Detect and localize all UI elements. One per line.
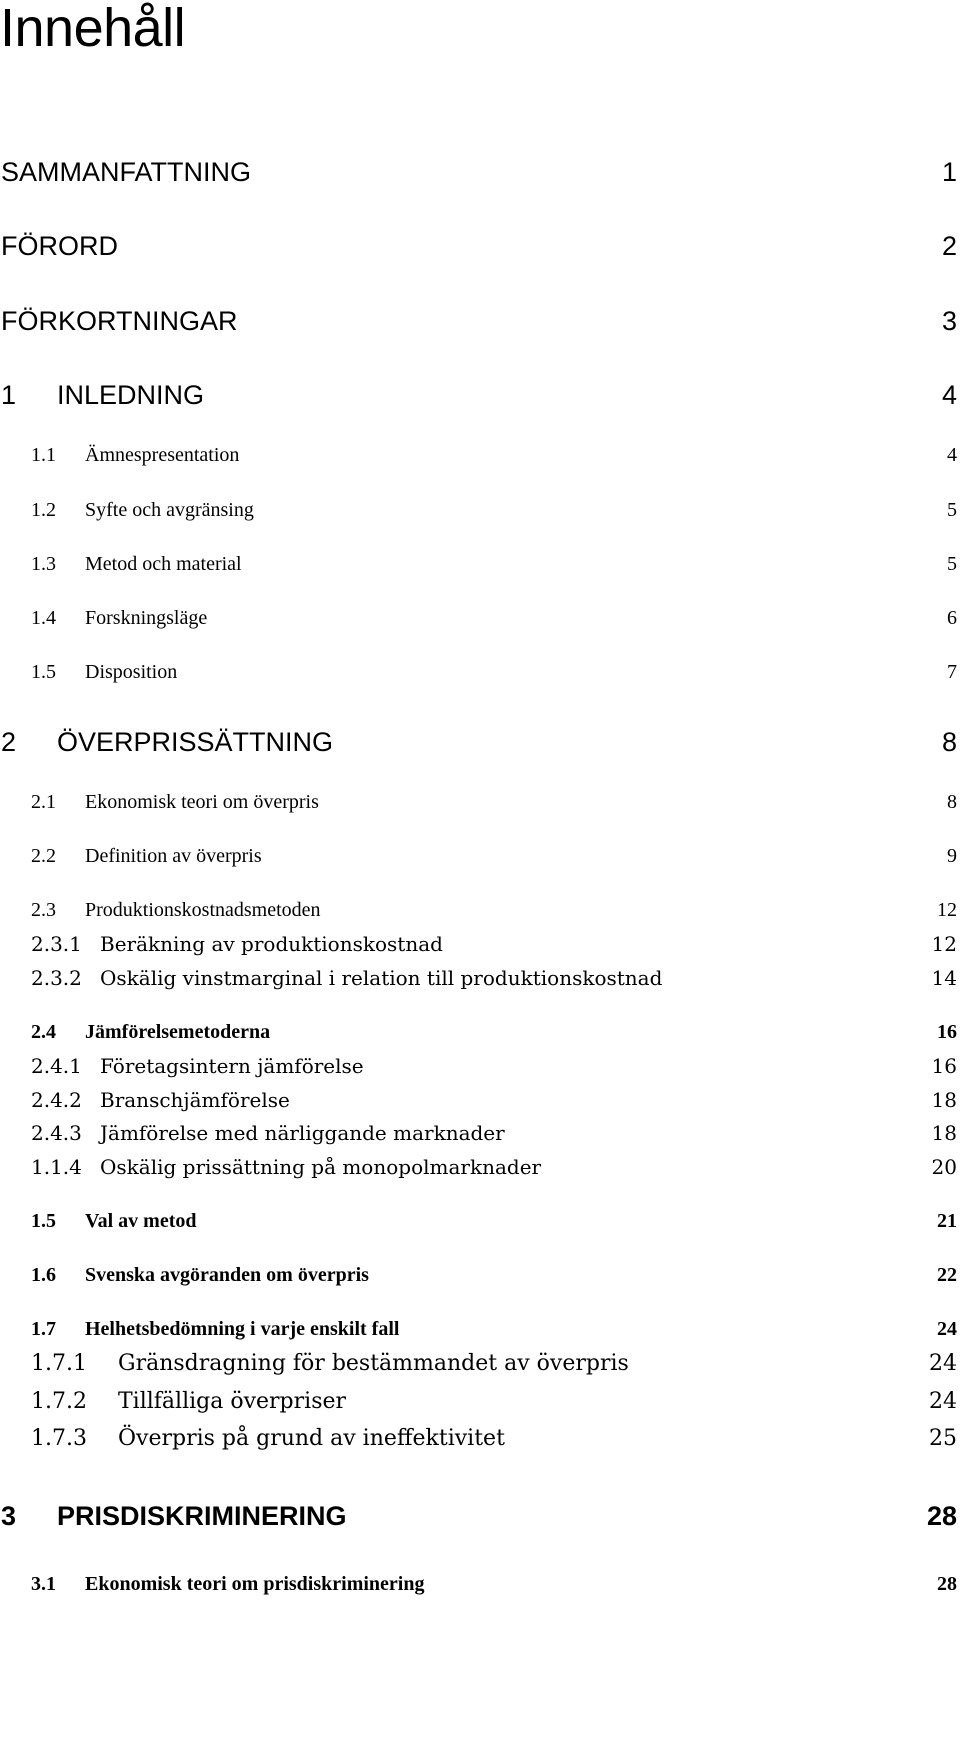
toc-entry-section-2-3[interactable] bbox=[0, 895, 960, 925]
toc-entry-label: Beräkning av produktionskostnad bbox=[100, 932, 443, 956]
toc-entry-number: 2.4.1 bbox=[31, 1054, 82, 1078]
toc-entry-chapter-1[interactable] bbox=[0, 375, 960, 415]
toc-entry-section-1-1[interactable] bbox=[0, 440, 960, 470]
toc-entry-number: 1.1 bbox=[31, 444, 56, 466]
toc-entry-number: 2.3.1 bbox=[31, 932, 82, 956]
toc-entry-chapter-2[interactable] bbox=[0, 722, 960, 762]
toc-entry-label: SAMMANFATTNING bbox=[1, 157, 252, 187]
toc-entry-page: 14 bbox=[931, 966, 957, 990]
toc-entry-page: 22 bbox=[937, 1264, 957, 1286]
toc-entry-page: 21 bbox=[937, 1210, 957, 1232]
toc-entry-page: 24 bbox=[929, 1389, 957, 1414]
toc-entry-label: Tillfälliga överpriser bbox=[118, 1389, 347, 1414]
toc-entry-forord[interactable] bbox=[0, 226, 960, 266]
toc-entry-number: 1.7.1 bbox=[31, 1351, 87, 1376]
toc-entry-number: 2.4.3 bbox=[31, 1121, 82, 1145]
toc-entry-subsection-1-7-3[interactable] bbox=[0, 1424, 960, 1454]
toc-entry-page: 16 bbox=[931, 1054, 957, 1078]
toc-entry-number: 1.7.3 bbox=[31, 1426, 87, 1451]
toc-entry-number: 1.3 bbox=[31, 553, 56, 575]
toc-entry-number: 2 bbox=[1, 727, 17, 757]
toc-entry-page: 5 bbox=[947, 553, 957, 575]
toc-entry-number: 3.1 bbox=[31, 1573, 56, 1595]
toc-entry-page: 4 bbox=[947, 444, 957, 466]
toc-entry-section-2-1[interactable] bbox=[0, 787, 960, 817]
toc-entry-page: 3 bbox=[941, 306, 957, 336]
toc-entry-number: 2.4 bbox=[31, 1021, 56, 1043]
toc-entry-section-3-1[interactable] bbox=[0, 1569, 960, 1599]
toc-entry-label: Ekonomisk teori om prisdiskriminering bbox=[85, 1573, 425, 1595]
toc-entry-subsection-2-4-3[interactable] bbox=[0, 1118, 960, 1148]
toc-entry-page: 8 bbox=[941, 727, 957, 757]
toc-entry-section-1-3[interactable] bbox=[0, 549, 960, 579]
toc-entry-number: 2.2 bbox=[31, 845, 56, 867]
toc-entry-number: 1.6 bbox=[31, 1264, 56, 1286]
toc-entry-label: Ämnespresentation bbox=[85, 444, 240, 466]
toc-entry-page: 28 bbox=[937, 1573, 957, 1595]
toc-entry-number: 1.5 bbox=[31, 1210, 56, 1232]
toc-entry-subsection-2-3-1[interactable] bbox=[0, 929, 960, 959]
toc-entry-label: Ekonomisk teori om överpris bbox=[85, 791, 319, 813]
toc-entry-label: Jämförelsemetoderna bbox=[85, 1021, 271, 1043]
toc-entry-label: Överpris på grund av ineffektivitet bbox=[118, 1426, 505, 1451]
toc-entry-number: 1.1.4 bbox=[31, 1155, 82, 1179]
toc-entry-subsection-1-7-1[interactable] bbox=[0, 1349, 960, 1379]
toc-entry-page: 12 bbox=[937, 899, 957, 921]
toc-entry-section-1-7[interactable] bbox=[0, 1314, 960, 1344]
toc-entry-section-2-2[interactable] bbox=[0, 841, 960, 871]
toc-entry-label: Produktionskostnadsmetoden bbox=[85, 899, 321, 921]
toc-entry-label: Forskningsläge bbox=[85, 607, 208, 629]
toc-entry-page: 6 bbox=[947, 607, 957, 629]
toc-entry-page: 24 bbox=[937, 1318, 957, 1340]
toc-entry-page: 18 bbox=[931, 1121, 957, 1145]
toc-entry-label: Branschjämförelse bbox=[100, 1088, 290, 1112]
toc-entry-number: 1.7.2 bbox=[31, 1389, 87, 1414]
toc-entry-number: 2.3 bbox=[31, 899, 56, 921]
toc-entry-section-1-5[interactable] bbox=[0, 657, 960, 687]
toc-entry-number: 3 bbox=[1, 1501, 17, 1531]
toc-entry-section-1-6[interactable] bbox=[0, 1260, 960, 1290]
toc-entry-number: 2.1 bbox=[31, 791, 56, 813]
toc-entry-label: FÖRORD bbox=[1, 231, 118, 261]
toc-entry-label: INLEDNING bbox=[57, 380, 205, 410]
toc-entry-label: ÖVERPRISSÄTTNING bbox=[57, 727, 334, 757]
toc-entry-subsection-1-7-2[interactable] bbox=[0, 1387, 960, 1417]
toc-entry-forkortningar[interactable] bbox=[0, 301, 960, 341]
toc-entry-number: 1.4 bbox=[31, 607, 56, 629]
toc-entry-subsection-2-4-1[interactable] bbox=[0, 1051, 960, 1081]
toc-entry-label: Syfte och avgränsing bbox=[85, 499, 254, 521]
toc-entry-subsection-2-4-2[interactable] bbox=[0, 1085, 960, 1115]
toc-entry-page: 2 bbox=[941, 231, 957, 261]
toc-entry-section-1-4[interactable] bbox=[0, 603, 960, 633]
toc-entry-number: 1 bbox=[1, 380, 17, 410]
toc-entry-label: PRISDISKRIMINERING bbox=[57, 1501, 347, 1531]
toc-entry-label: Oskälig vinstmarginal i relation till produktionskostnad bbox=[100, 966, 663, 990]
toc-entry-page: 5 bbox=[947, 499, 957, 521]
toc-entry-label: Oskälig prissättning på monopolmarknader bbox=[100, 1155, 542, 1179]
toc-entry-label: Disposition bbox=[85, 661, 178, 683]
toc-entry-page: 1 bbox=[941, 157, 957, 187]
toc-entry-number: 1.2 bbox=[31, 499, 56, 521]
toc-entry-number: 2.4.2 bbox=[31, 1088, 82, 1112]
toc-entry-page: 12 bbox=[931, 932, 957, 956]
toc-entry-page: 25 bbox=[929, 1426, 957, 1451]
toc-entry-label: Helhetsbedömning i varje enskilt fall bbox=[85, 1318, 400, 1340]
toc-entry-label: Val av metod bbox=[85, 1210, 197, 1232]
toc-entry-label: Företagsintern jämförelse bbox=[100, 1054, 364, 1078]
toc-entry-page: 24 bbox=[929, 1351, 957, 1376]
toc-entry-label: Definition av överpris bbox=[85, 845, 262, 867]
toc-entry-label: Jämförelse med närliggande marknader bbox=[100, 1121, 505, 1145]
toc-entry-number: 2.3.2 bbox=[31, 966, 82, 990]
toc-entry-section-1-2[interactable] bbox=[0, 495, 960, 525]
toc-entry-sammanfattning[interactable] bbox=[0, 152, 960, 192]
toc-entry-page: 8 bbox=[947, 791, 957, 813]
toc-entry-page: 20 bbox=[931, 1155, 957, 1179]
toc-entry-section-2-4[interactable] bbox=[0, 1017, 960, 1047]
toc-entry-number: 1.5 bbox=[31, 661, 56, 683]
toc-entry-label: Metod och material bbox=[85, 553, 242, 575]
page-title: Innehåll bbox=[0, 0, 186, 58]
toc-entry-section-1-5-metod[interactable] bbox=[0, 1206, 960, 1236]
toc-entry-page: 16 bbox=[937, 1021, 957, 1043]
toc-entry-subsection-1-1-4[interactable] bbox=[0, 1152, 960, 1182]
toc-entry-subsection-2-3-2[interactable] bbox=[0, 963, 960, 993]
toc-entry-page: 28 bbox=[926, 1501, 957, 1531]
toc-entry-label: Gränsdragning för bestämmandet av överpris bbox=[118, 1351, 629, 1376]
toc-entry-page: 7 bbox=[947, 661, 957, 683]
toc-entry-label: Svenska avgöranden om överpris bbox=[85, 1264, 369, 1286]
toc-entry-label: FÖRKORTNINGAR bbox=[1, 306, 238, 336]
toc-entry-chapter-3[interactable] bbox=[0, 1496, 960, 1536]
toc-entry-number: 1.7 bbox=[31, 1318, 56, 1340]
toc-entry-page: 4 bbox=[941, 380, 957, 410]
toc-entry-page: 9 bbox=[947, 845, 957, 867]
toc-entry-page: 18 bbox=[931, 1088, 957, 1112]
